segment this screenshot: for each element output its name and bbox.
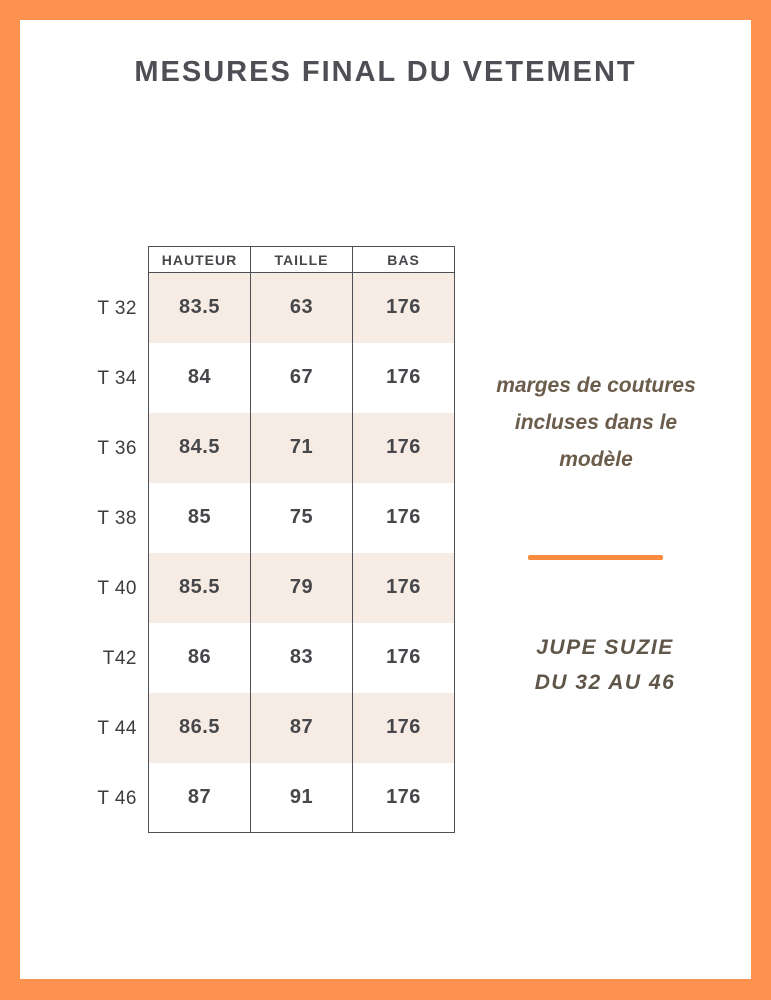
table-cell: 63: [251, 273, 353, 343]
product-line: DU 32 AU 46: [534, 671, 676, 694]
size-row-label: T 44: [97, 718, 137, 739]
table-cell: 86: [149, 623, 251, 693]
table-cell: 86.5: [149, 693, 251, 763]
content-area: [20, 20, 751, 979]
table-cell: 71: [251, 413, 353, 483]
size-row-label: T 34: [97, 368, 137, 389]
seam-allowance-note: [446, 367, 746, 478]
table-body: [149, 273, 455, 833]
table-cell: 85.5: [149, 553, 251, 623]
table-cell: 83: [251, 623, 353, 693]
table-row: [149, 623, 455, 693]
size-row-label: T 46: [97, 788, 137, 809]
table-cell: 176: [353, 413, 455, 483]
product-name: [455, 630, 755, 700]
table-cell: 176: [353, 483, 455, 553]
table-cell: 75: [251, 483, 353, 553]
size-labels-column: [20, 274, 137, 834]
size-row-label: T 32: [97, 298, 137, 319]
note-line: modèle: [559, 448, 633, 471]
size-row-label: T 38: [97, 508, 137, 529]
table-cell: 84.5: [149, 413, 251, 483]
table-row: [149, 483, 455, 553]
column-header: TAILLE: [251, 247, 353, 273]
table-cell: 83.5: [149, 273, 251, 343]
size-table: [148, 246, 455, 833]
table-row: [149, 343, 455, 413]
size-row-label: T 36: [97, 438, 137, 459]
table-cell: 67: [251, 343, 353, 413]
table-row: [149, 273, 455, 343]
table-row: [149, 553, 455, 623]
table-cell: 85: [149, 483, 251, 553]
note-line: incluses dans le: [514, 411, 678, 434]
table-cell: 176: [353, 763, 455, 833]
table-cell: 176: [353, 553, 455, 623]
table-header-row: [149, 247, 455, 273]
table-row: [149, 693, 455, 763]
table-cell: 84: [149, 343, 251, 413]
table-cell: 176: [353, 343, 455, 413]
table-cell: 87: [251, 693, 353, 763]
table-row: [149, 763, 455, 833]
table-cell: 79: [251, 553, 353, 623]
product-line: JUPE SUZIE: [536, 636, 674, 659]
table-cell: 87: [149, 763, 251, 833]
size-row-label: T42: [102, 648, 137, 669]
column-header: HAUTEUR: [149, 247, 251, 273]
page-title: MESURES FINAL DU VETEMENT: [134, 56, 637, 88]
table-cell: 176: [353, 623, 455, 693]
table-cell: 176: [353, 273, 455, 343]
column-header: BAS: [353, 247, 455, 273]
size-row-label: T 40: [97, 578, 137, 599]
orange-divider: [528, 555, 663, 560]
table-cell: 91: [251, 763, 353, 833]
note-line: marges de coutures: [496, 374, 696, 397]
table-row: [149, 413, 455, 483]
table-cell: 176: [353, 693, 455, 763]
